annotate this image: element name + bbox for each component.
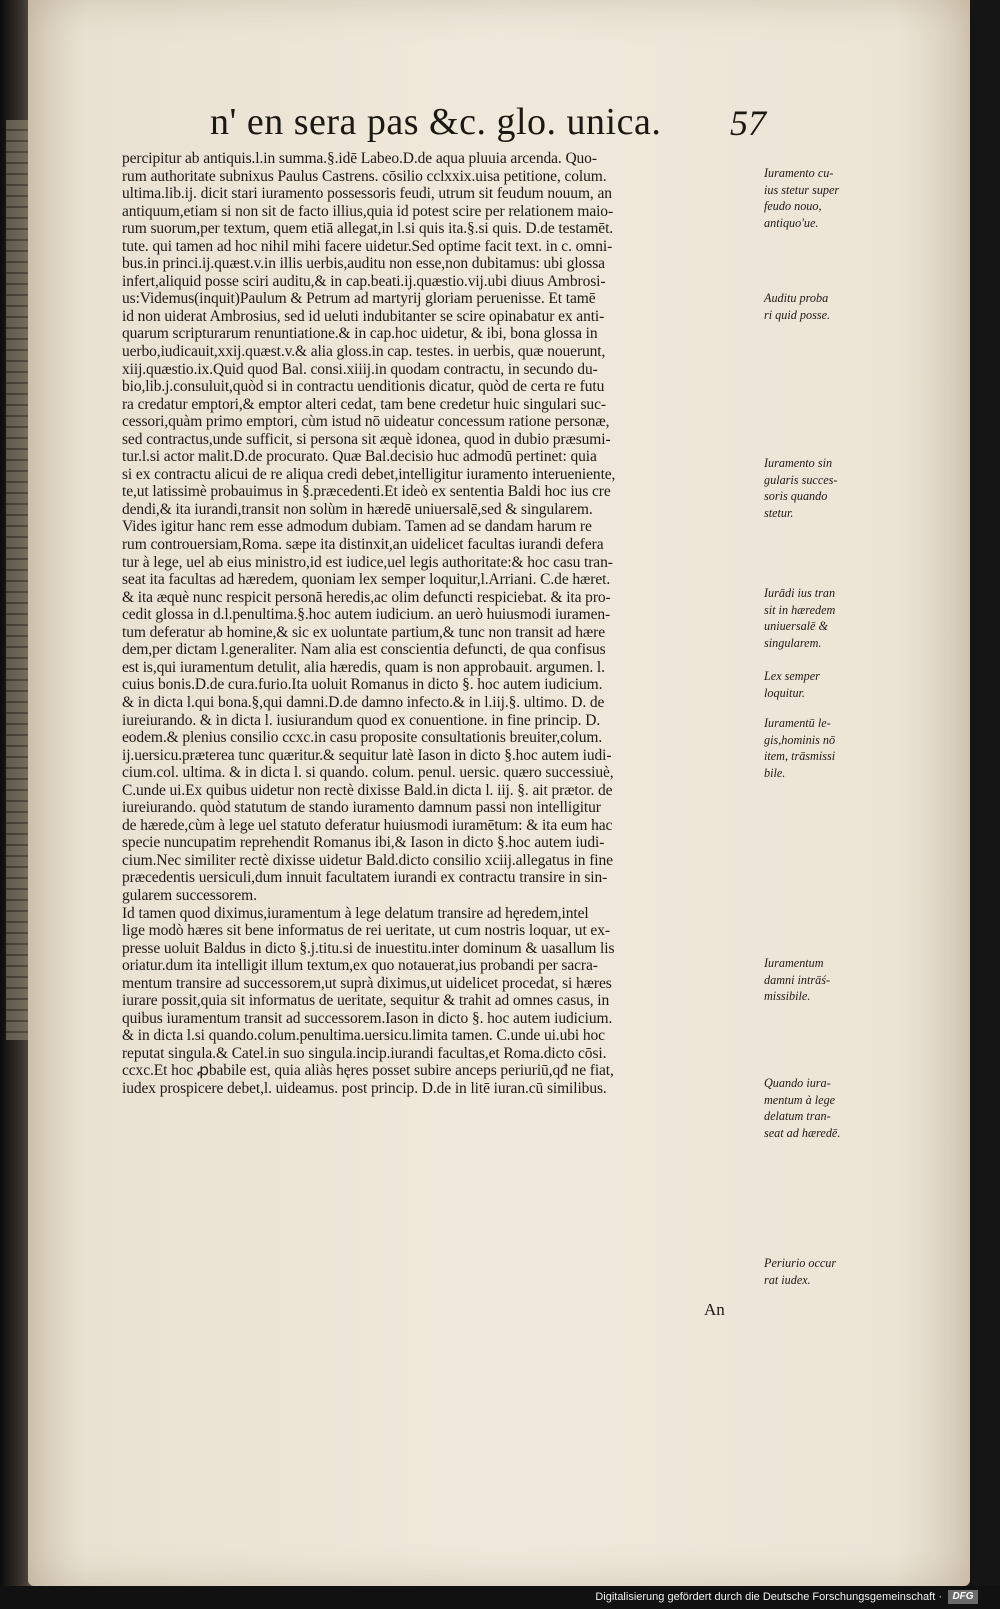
text-line: ra credatur emptori,& emptor alteri cedat, tam bene credetur huic singulari suc- <box>122 395 606 413</box>
text-line: ccxc.Et hoc ꝓbabile est, quia aliàs hęres posset subire anceps periuriū,qđ ne fiat, <box>122 1062 614 1080</box>
margin-note-line: item, trāsmissi <box>764 749 836 763</box>
text-line: lige modò hæres sit bene informatus de rei ueritate, ut cum nostris loquar, ut ex- <box>122 922 610 940</box>
margin-note-line: Iurādi ius tran <box>764 586 836 600</box>
footer-credit: Digitalisierung gefördert durch die Deutsche Forschungsgemeinschaft · <box>595 1591 942 1603</box>
page-header <box>210 100 770 150</box>
text-line: quibus iuramentum transit ad successorem.Iason in dicto §. hoc autem iudicium. <box>122 1009 613 1027</box>
text-line: eodem.& plenius consilio ccxc.in casu proposite consultationis breuiter,colum. <box>122 729 603 747</box>
text-line: id non uiderat Ambrosius, sed id ueluti indubitanter se scire opinabatur ex anti- <box>122 307 605 325</box>
text-line: Vides igitur hanc rem esse admodum dubiam. Tamen ad se dandam harum re <box>122 518 592 536</box>
margin-note <box>764 585 835 651</box>
margin-note-line: Quando iura- <box>764 1076 831 1090</box>
text-line: presse uoluit Baldus in dicto §.j.titu.si de inuestitu.inter dominum & uasallum lis <box>122 939 615 957</box>
margin-note-line: rat iudex. <box>764 1272 811 1287</box>
dfg-logo: DFG <box>948 1590 978 1604</box>
text-line: iurare possit,quia sit informatus de ueritate, sequitur & trahit ad omnes casus, in <box>122 992 610 1010</box>
text-line: cium.Nec similiter rectè dixisse uidetur Bald.dicto consilio xciij.allegatus in fine <box>122 851 613 869</box>
margin-note-line: Iuramentū le- <box>764 716 831 730</box>
text-line: gularem successorem. <box>122 886 257 904</box>
margin-note-line: ri quid posse. <box>764 307 831 322</box>
text-line: infert,aliquid posse sciri auditu,& in cap.beati.ij.quæstio.vij.ubi diuus Ambrosi- <box>122 272 606 290</box>
text-line: uerbo,iudicauit,xxij.quæst.v.& alia gloss.in cap. testes. in uerbis, quæ nouerunt, <box>122 343 606 361</box>
text-line: seat ita facultas ad hæredem, quoniam lex semper loquitur,l.Arriani. C.de hæret. <box>122 571 611 589</box>
margin-note <box>764 1075 840 1141</box>
text-line: cedit glossa in d.l.penultima.§.hoc autem iudicium. an uerò huiusmodi iuramen- <box>122 606 611 624</box>
margin-note-line: seat ad hæredē. <box>764 1125 841 1140</box>
margin-note-line: loquitur. <box>764 685 805 700</box>
text-line: us:Videmus(inquit)Paulum & Petrum ad martyrij gloriam peruenisse. Et tamē <box>122 290 596 308</box>
margin-note-line: delatum tran- <box>764 1109 831 1123</box>
text-line: est is,qui iuramentum detulit, alia hæredis, quam is non approbauit. argumen. l. <box>122 658 605 676</box>
text-line: Id tamen quod diximus,iuramentum à lege delatum transire ad hęredem,intel <box>122 904 589 922</box>
text-line: iureiurando. quòd statutum de stando iuramento damnum passi non intelligitur <box>122 799 601 817</box>
text-line: rum controuersiam,Roma. sæpe ita distinxit,an uidelicet facultas iurandi defera <box>122 536 604 554</box>
catchword: An <box>704 1300 725 1319</box>
running-title: n' en sera pas &c. glo. unica. <box>210 101 662 143</box>
text-line: cium.col. ultima. & in dicta l. si quando. colum. penul. uersic. quæro successiuè, <box>122 764 614 782</box>
text-line: tum deferatur ab homine,& sic ex uoluntate partium,& tunc non transit ad hære <box>122 623 606 641</box>
text-line: & in dicta l.si quando.colum.penultima.uersicu.limita tamen. C.unde ui.ubi hoc <box>122 1027 605 1045</box>
margin-note-line: sit in hæredem <box>764 602 836 617</box>
text-line: ij.uersicu.præterea tunc quæritur.& sequitur latè Iason in dicto §.hoc autem iudi- <box>122 746 612 764</box>
folio-number: 57 <box>730 103 766 143</box>
scan-background <box>968 0 1000 1609</box>
text-line: bus.in princi.ij.quæst.v.in illis uerbis,auditu non esse,non dubitamus: ubi glossa <box>122 255 605 273</box>
margin-note-line: feudo nouo, <box>764 199 822 213</box>
text-line: rum suorum,per textum, quem etiā allegat,in l.si quis ita.§.si quis. D.de testamēt. <box>122 220 614 238</box>
text-line: cessori,quàm primo emptori, cùm istud nō uideatur concessum ratione personæ, <box>122 413 610 431</box>
margin-note-line: gularis succes- <box>764 472 838 487</box>
margin-note-line: Iuramento cu- <box>764 166 834 180</box>
text-line: xiij.quæstio.ix.Quid quod Bal. consi.xiiij.in quodam contractu, in secundo du- <box>122 360 598 378</box>
margin-note-line: Iuramento sin <box>764 456 833 470</box>
margin-note-line: Lex semper <box>764 669 820 683</box>
margin-note-line: Periurio occur <box>764 1256 837 1270</box>
margin-note-line: mentum à lege <box>764 1092 836 1107</box>
text-line: si ex contractu alicui de re aliqua credi debet,intelligitur iuramento interueniente, <box>122 465 616 483</box>
text-line: tur à lege, uel ab eius ministro,id est iudice,uel legis authoritate:& hoc casu tran- <box>122 553 613 571</box>
margin-note <box>764 165 839 231</box>
margin-note-line: gis,hominis nō <box>764 732 836 747</box>
text-line: tute. qui tamen ad hoc nihil mihi facere uidetur.Sed optime facit text. in c. omni- <box>122 237 613 255</box>
margin-note-line: stetur. <box>764 505 794 520</box>
margin-note-line: bile. <box>764 765 786 780</box>
text-line: præcedentis uersiculi,dum innuit facultatem iurandi ex contractu transire in sin- <box>122 869 608 887</box>
margin-note-line: ius stetur super <box>764 182 840 197</box>
margin-note <box>764 290 830 323</box>
margin-note-line: Iuramentum <box>764 956 824 970</box>
text-line: te,ut latissimè probauimus in §.præcedenti.Et ideò ex sententia Baldi hoc ius cre <box>122 483 611 501</box>
margin-note <box>764 668 820 701</box>
margin-note-line: soris quando <box>764 489 828 503</box>
text-line: bio,lib.j.consuluit,quòd si in contractu uenditionis dicatur, quòd de certa re futu <box>122 378 605 396</box>
text-line: ultima.lib.ij. dicit stari iuramento possessoris feudi, utrum sit feudum nouum, an <box>122 185 612 203</box>
text-line: mentum transire ad successorem,ut suprà diximus,ut uidelicet procedat, si hæres <box>122 974 612 992</box>
margin-note <box>764 455 837 521</box>
margin-note <box>764 1255 836 1288</box>
text-line: quarum scripturarum renuntiatione.& in cap.hoc uidetur, & ibi, bona glossa in <box>122 325 598 343</box>
text-line: reputat singula.& Catel.in suo singula.incip.iurandi facultas,et Roma.dicto cōsi. <box>122 1044 607 1062</box>
margin-note <box>764 715 835 781</box>
text-line: specie nuncupatim reprehendit Romanus ibi,& Iason in dicto §.hoc autem iudi- <box>122 834 605 852</box>
text-line: antiquum,etiam si non sit de facto illius,quia id potest scire per relationem maio- <box>122 202 614 220</box>
text-line: cuius bonis.D.de cura.furio.Ita uoluit Romanus in dicto §. hoc autem iudicium. <box>122 676 603 694</box>
text-line: sed contractus,unde sufficit, si persona sit æquè idonea, quod in dubio præsumi- <box>122 430 611 448</box>
margin-note-line: singularem. <box>764 635 822 650</box>
text-line: rum authoritate subnixus Paulus Castrens. cōsilio cclxxix.uisa petitione, colum. <box>122 167 607 185</box>
text-line: C.unde ui.Ex quibus uidetur non rectè dixisse Bald.in dicta l. iij. §. ait prætor. de <box>122 781 613 799</box>
text-line: percipitur ab antiquis.l.in summa.§.idē Labeo.D.de aqua pluuia arcenda. Quo- <box>122 150 597 167</box>
text-line: iureiurando. & in dicta l. iusiurandum quod ex conuentione. in fine princip. D. <box>122 711 601 729</box>
text-line: dem,per dictam l.generaliter. Nam alia est conscientia defuncti, de qua confisus <box>122 641 606 659</box>
text-line: de hærede,cùm à lege uel statuto deferatur huiusmodi iuramētum: & ita eum hac <box>122 816 613 834</box>
digitization-footer <box>0 1586 1000 1609</box>
margin-note-line: uniuersalē & <box>764 619 828 633</box>
text-line: iudex prospicere debet,l. uideamus. post princip. D.de in litē iuran.cū similibus. <box>122 1079 607 1097</box>
text-line: & ita æquè nunc respicit personā heredis,ac olim defuncti respiciebat. & ita pro- <box>122 588 611 606</box>
text-line: oriatur.dum ita intelligit illum textum,ex quo notauerat,ius probandi per sacra- <box>122 957 598 975</box>
text-line: tur.l.si actor malit.D.de procurato. Quæ Bal.decisio huc admodū pertinet: quia <box>122 448 597 466</box>
margin-note-line: missibile. <box>764 989 811 1003</box>
margin-note-line: antiquo'ue. <box>764 215 819 230</box>
text-line: & in dicta l.qui bona.§,qui damni.D.de damno infecto.& in l.iij.§. ultimo. D. de <box>122 693 605 711</box>
main-text-block <box>122 150 762 1098</box>
margin-note-line: Auditu proba <box>764 291 829 305</box>
margin-note <box>764 955 830 1005</box>
margin-note-line: damni intrāś- <box>764 972 831 987</box>
text-line: dendi,& ita iurandi,transit non solùm in hæredē uniuersalē,sed & singularem. <box>122 500 593 518</box>
